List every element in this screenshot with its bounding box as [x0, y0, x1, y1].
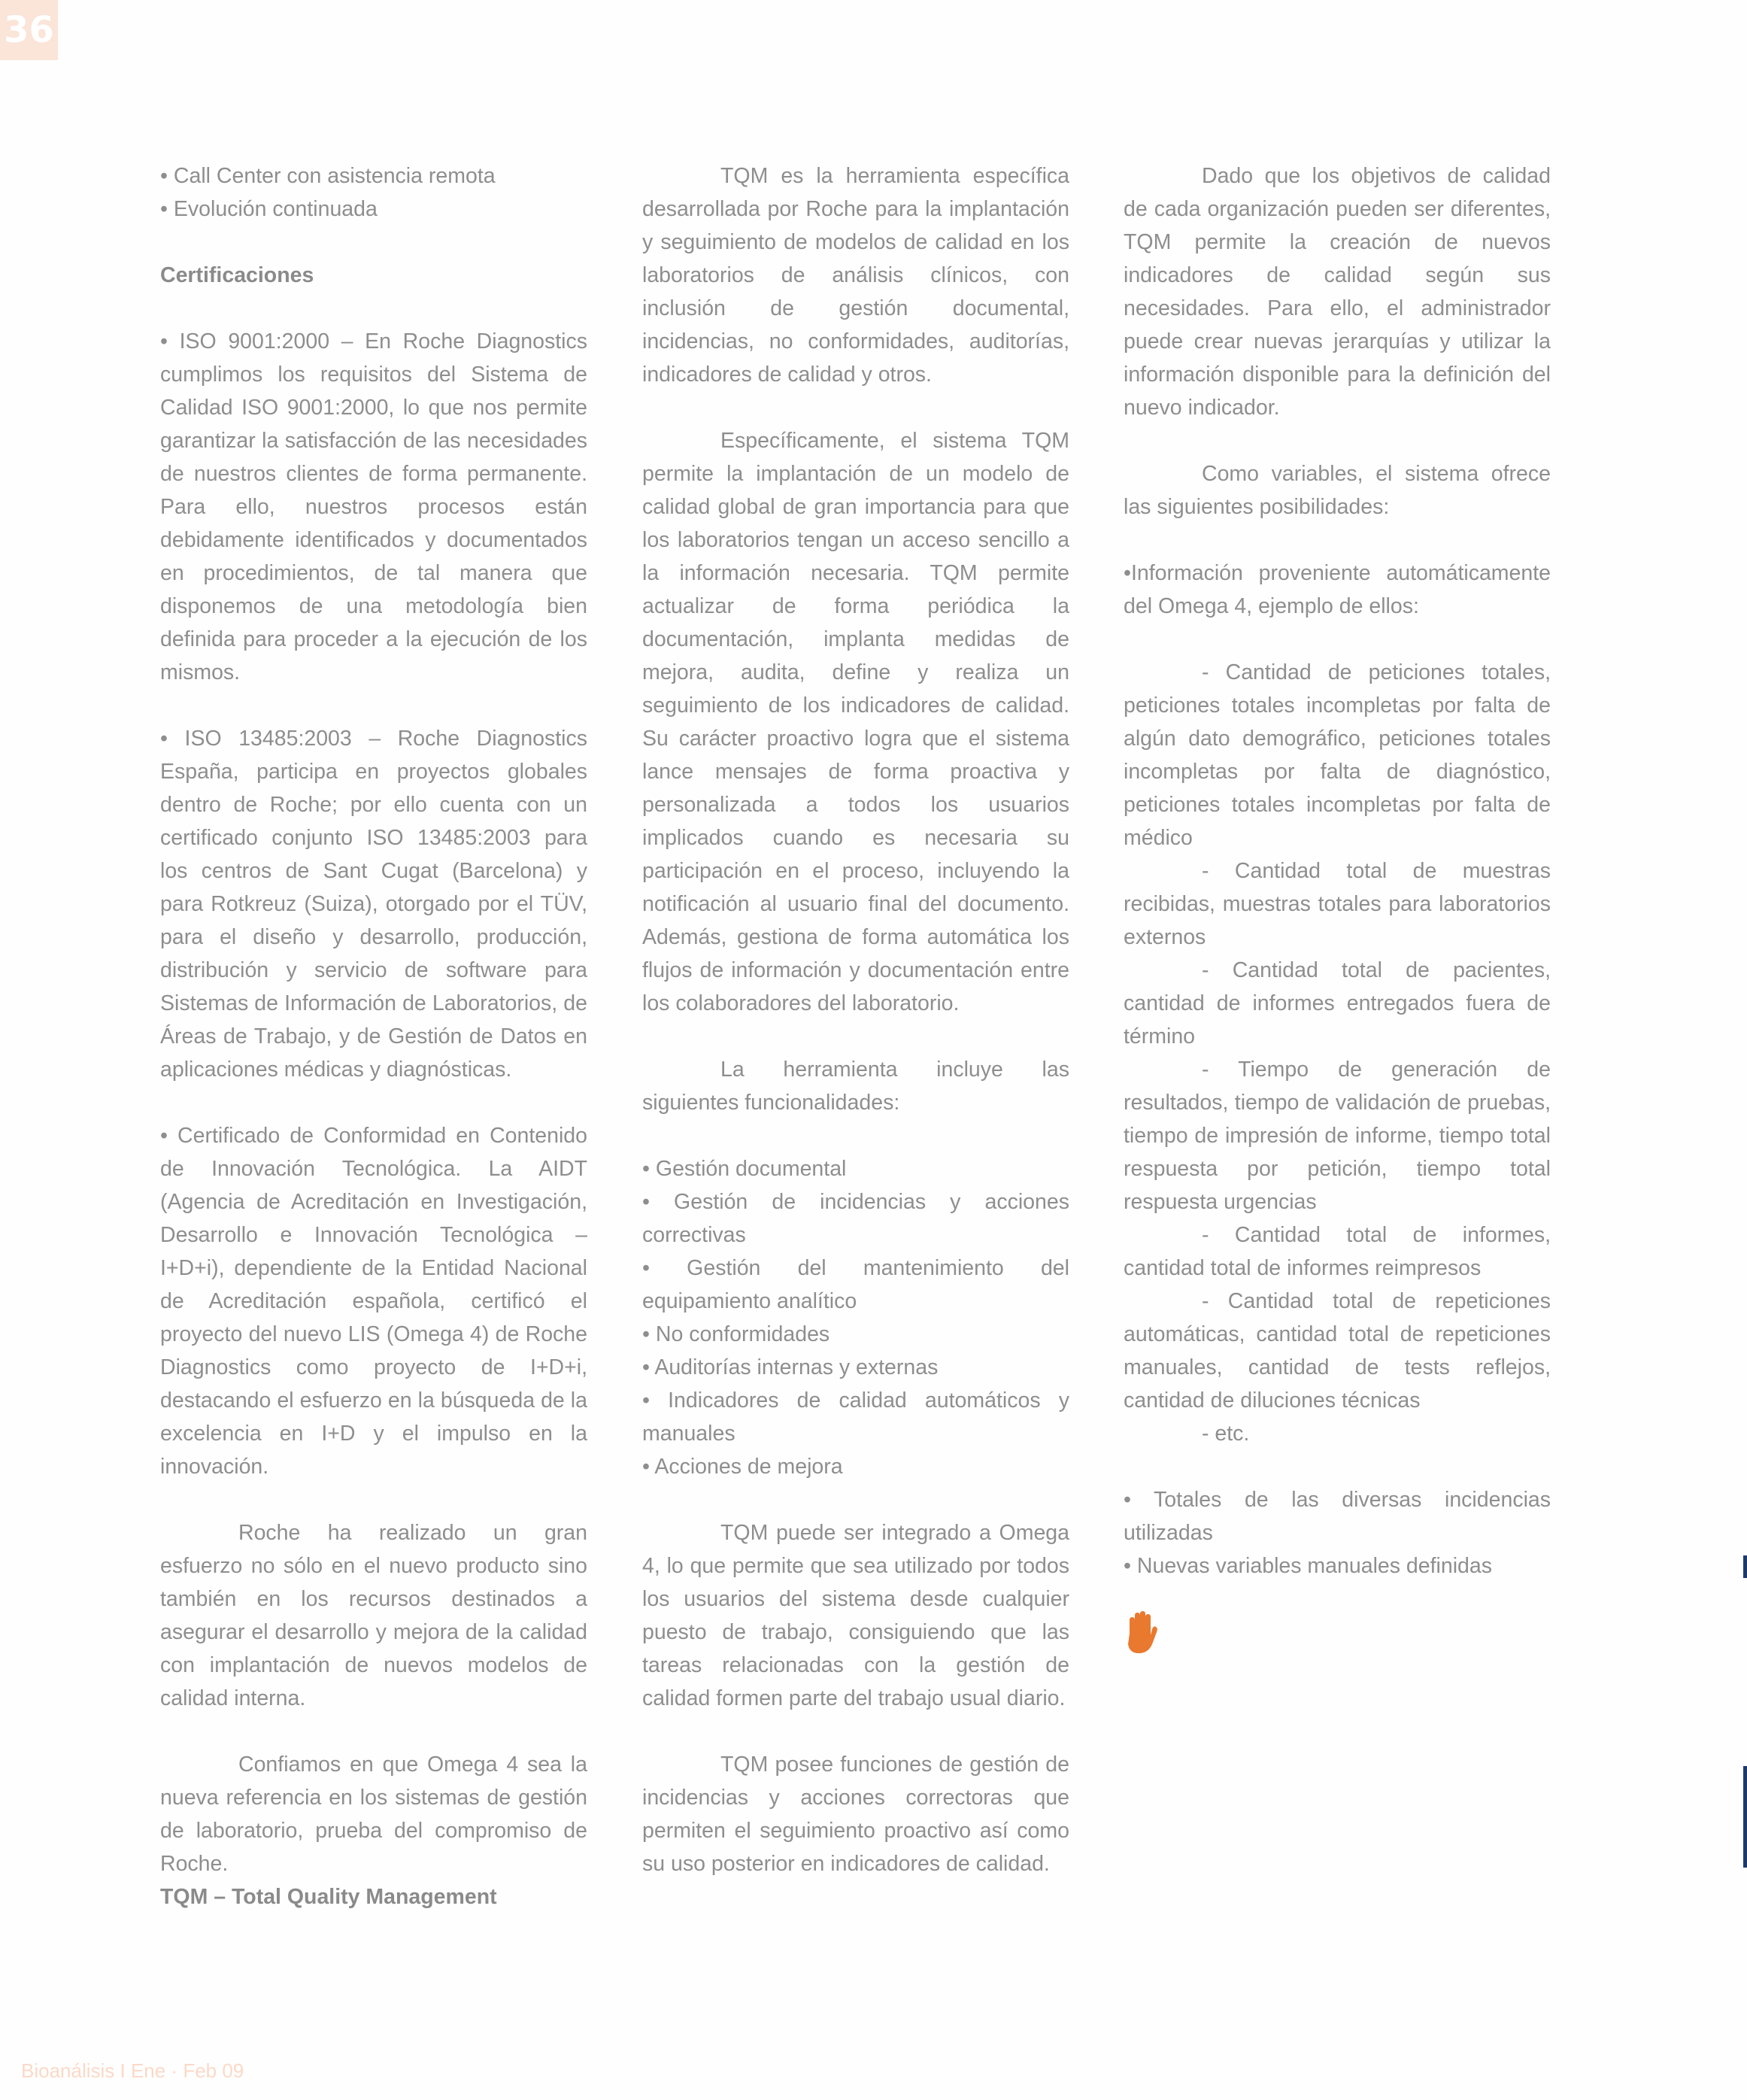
list-item: • Gestión del mantenimiento del equipamiento analítico — [642, 1256, 1069, 1313]
list-item: - Cantidad total de muestras recibidas, muestras totales para laboratorios externos — [1124, 859, 1551, 949]
column-left — [160, 159, 587, 1913]
list-item: • Call Center con asistencia remota — [160, 164, 496, 188]
list-item: • Auditorías internas y externas — [642, 1355, 939, 1379]
paragraph-herramienta: La herramienta incluye las siguientes funcionalidades: — [642, 1058, 1069, 1115]
paragraph-conformidad: • Certificado de Conformidad en Contenido de Innovación Tecnológica. La AIDT (Agencia de Acreditación en Investigación, Desarrollo e Innovación Tecnológica – I+D+i), dependiente de la Entidad Nacional de Acreditación española, certificó el proyecto del nuevo LIS (Omega 4) de Roche Diagnostics como proyecto de I+D+i, destacando el esfuerzo en la búsqueda de la excelencia en I+D y el impulso en la innovación. — [160, 1124, 587, 1479]
footer: Bioanálisis I Ene · Feb 09 — [21, 2059, 244, 2082]
paragraph-posee: TQM posee funciones de gestión de incidencias y acciones correctoras que permiten el seguimiento proactivo así como su uso posterior en indicadores de calidad. — [642, 1753, 1069, 1876]
list-item: • Indicadores de calidad automáticos y manuales — [642, 1388, 1069, 1446]
column-right — [1124, 159, 1551, 1583]
paragraph-esfuerzo: Roche ha realizado un gran esfuerzo no sólo en el nuevo producto sino también en los recursos destinados a asegurar el desarrollo y mejora de la calidad con implantación de nuevos modelos de calidad interna. — [160, 1521, 587, 1710]
edge-mark-bottom — [1743, 1766, 1747, 1868]
column-middle — [642, 159, 1069, 1880]
paragraph-iso9001: • ISO 9001:2000 – En Roche Diagnostics cumplimos los requisitos del Sistema de Calidad ISO 9001:2000, lo que nos permite garantizar la satisfacción de las necesidades de nuestros clientes de forma permanente. Para ello, nuestros procesos están debidamente identificados y documentados en procedimientos, de tal manera que disponemos de una metodología bien definida para proceder a la ejecución de los mismos. — [160, 329, 587, 684]
list-item: - etc. — [1202, 1422, 1250, 1446]
certifications-heading: Certificaciones — [160, 263, 314, 287]
list-item: - Cantidad total de repeticiones automáticas, cantidad total de repeticiones manuales, cantidad de tests reflejos, cantidad de diluciones técnicas — [1124, 1289, 1551, 1413]
page-number: 36 — [0, 0, 58, 60]
variables-list — [1124, 656, 1551, 1450]
paragraph-totales: • Totales de las diversas incidencias utilizadas — [1124, 1488, 1551, 1545]
paragraph-dado: Dado que los objetivos de calidad de cada organización pueden ser diferentes, TQM permite la creación de nuevos indicadores de calidad según sus necesidades. Para ello, el administrador puede crear nuevas jerarquías y utilizar la información disponible para la definición del nuevo indicador. — [1124, 164, 1551, 420]
tqm-heading: TQM – Total Quality Management — [160, 1885, 497, 1909]
list-item: - Cantidad total de informes, cantidad total de informes reimpresos — [1124, 1223, 1551, 1280]
paragraph-integrado: TQM puede ser integrado a Omega 4, lo que permite que sea utilizado por todos los usuarios del sistema desde cualquier puesto de trabajo, consiguiendo que las tareas relacionadas con la gestión de calidad formen parte del trabajo usual diario. — [642, 1521, 1069, 1710]
paragraph-nuevas: • Nuevas variables manuales definidas — [1124, 1554, 1492, 1578]
list-item: - Cantidad total de pacientes, cantidad de informes entregados fuera de término — [1124, 958, 1551, 1048]
features-list — [642, 1152, 1069, 1483]
paragraph-iso13485: • ISO 13485:2003 – Roche Diagnostics España, participa en proyectos globales dentro de Roche; por ello cuenta con un certificado conjunto ISO 13485:2003 para los centros de Sant Cugat (Barcelona) y para Rotkreuz (Suiza), otorgado por el TÜV, para el diseño y desarrollo, producción, distribución y servicio de software para Sistemas de Información de Laboratorios, de Áreas de Trabajo, y de Gestión de Datos en aplicaciones médicas y diagnósticas. — [160, 727, 587, 1082]
list-item: • Gestión documental — [642, 1157, 847, 1181]
paragraph-especificamente: Específicamente, el sistema TQM permite la implantación de un modelo de calidad global de gran importancia para que los laboratorios tengan un acceso sencillo a la información necesaria. TQM permite actualizar de forma periódica la documentación, implanta medidas de mejora, audita, define y realiza un seguimiento de los indicadores de calidad. Su carácter proactivo logra que el sistema lance mensajes de forma proactiva y personalizada a todos los usuarios implicados cuando es necesaria su participación en el proceso, incluyendo la notificación al usuario final del documento. Además, gestiona de forma automática los flujos de información y documentación entre los colaboradores del laboratorio. — [642, 429, 1069, 1015]
paragraph-confiamos: Confiamos en que Omega 4 sea la nueva referencia en los sistemas de gestión de laboratorio, prueba del compromiso de Roche. — [160, 1753, 587, 1876]
service-list — [160, 159, 587, 226]
list-item: • Gestión de incidencias y acciones correctivas — [642, 1190, 1069, 1247]
paragraph-variables: Como variables, el sistema ofrece las siguientes posibilidades: — [1124, 462, 1551, 519]
list-item: - Tiempo de generación de resultados, tiempo de validación de pruebas, tiempo de impresión de informe, tiempo total respuesta por petición, tiempo total respuesta urgencias — [1124, 1058, 1551, 1214]
list-item: • Acciones de mejora — [642, 1455, 843, 1479]
paragraph-intro: TQM es la herramienta específica desarrollada por Roche para la implantación y seguimiento de modelos de calidad en los laboratorios de análisis clínicos, con inclusión de gestión documental, incidencias, no conformidades, auditorías, indicadores de calidad y otros. — [642, 164, 1069, 387]
list-item: • Evolución continuada — [160, 197, 378, 221]
edge-mark-top — [1743, 1555, 1747, 1578]
list-item: • No conformidades — [642, 1322, 830, 1346]
hand-stop-icon — [1124, 1611, 1158, 1653]
list-item: - Cantidad de peticiones totales, peticiones totales incompletas por falta de algún dato demográfico, peticiones totales incompletas por falta de diagnóstico, peticiones totales incompletas por falta de médico — [1124, 660, 1551, 850]
paragraph-info-auto: •Información proveniente automáticamente del Omega 4, ejemplo de ellos: — [1124, 561, 1551, 618]
